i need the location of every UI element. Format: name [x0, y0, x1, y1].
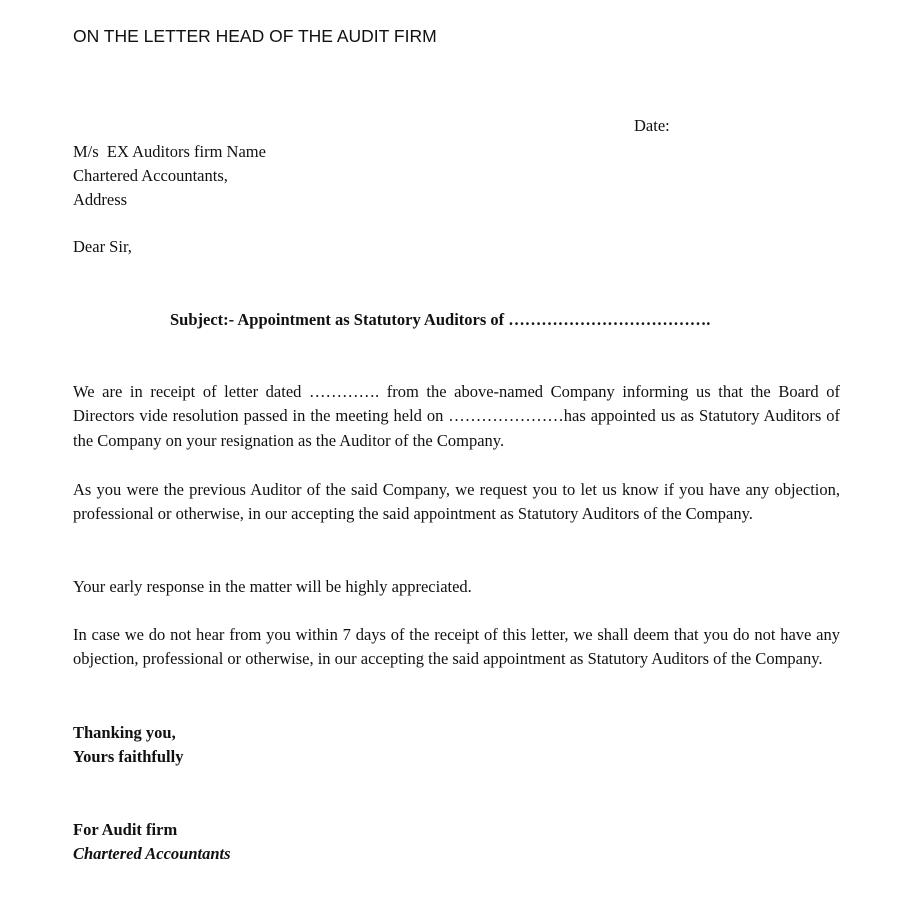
salutation: Dear Sir, — [73, 237, 132, 256]
addressee-address: Address — [73, 190, 128, 209]
subject-line: Subject:- Appointment as Statutory Auditors of ………………………………. — [170, 310, 711, 329]
addressee-block — [73, 140, 266, 212]
addressee-designation: Chartered Accountants, — [73, 166, 228, 185]
body-paragraph-3: Your early response in the matter will be highly appreciated. — [73, 577, 472, 596]
closing-thanks: Thanking you, — [73, 723, 176, 742]
closing-block — [73, 721, 183, 769]
letterhead-title: ON THE LETTER HEAD OF THE AUDIT FIRM — [73, 26, 437, 46]
signature-designation: Chartered Accountants — [73, 844, 231, 863]
body-paragraph-1: We are in receipt of letter dated …………. from the above-named Company informing us that the Board of Directors vide resolution passed in the meeting held on …………………has appointed us as Statutory Auditors of the Company on your resignation as the Auditor of the Company. — [73, 382, 840, 450]
addressee-name: M/s EX Auditors firm Name — [73, 142, 266, 161]
closing-yours: Yours faithfully — [73, 747, 184, 766]
date-label: Date: — [634, 116, 670, 135]
signature-firm: For Audit firm — [73, 820, 178, 839]
signature-block — [73, 818, 231, 866]
body-paragraph-4: In case we do not hear from you within 7 days of the receipt of this letter, we shall deem that you do not have any objection, professional or otherwise, in our accepting the said appointment as Statutory Auditors of the Company. — [73, 625, 840, 669]
body-paragraph-2: As you were the previous Auditor of the said Company, we request you to let us know if you have any objection, professional or otherwise, in our accepting the said appointment as Statutory Auditors of the Company. — [73, 480, 840, 524]
